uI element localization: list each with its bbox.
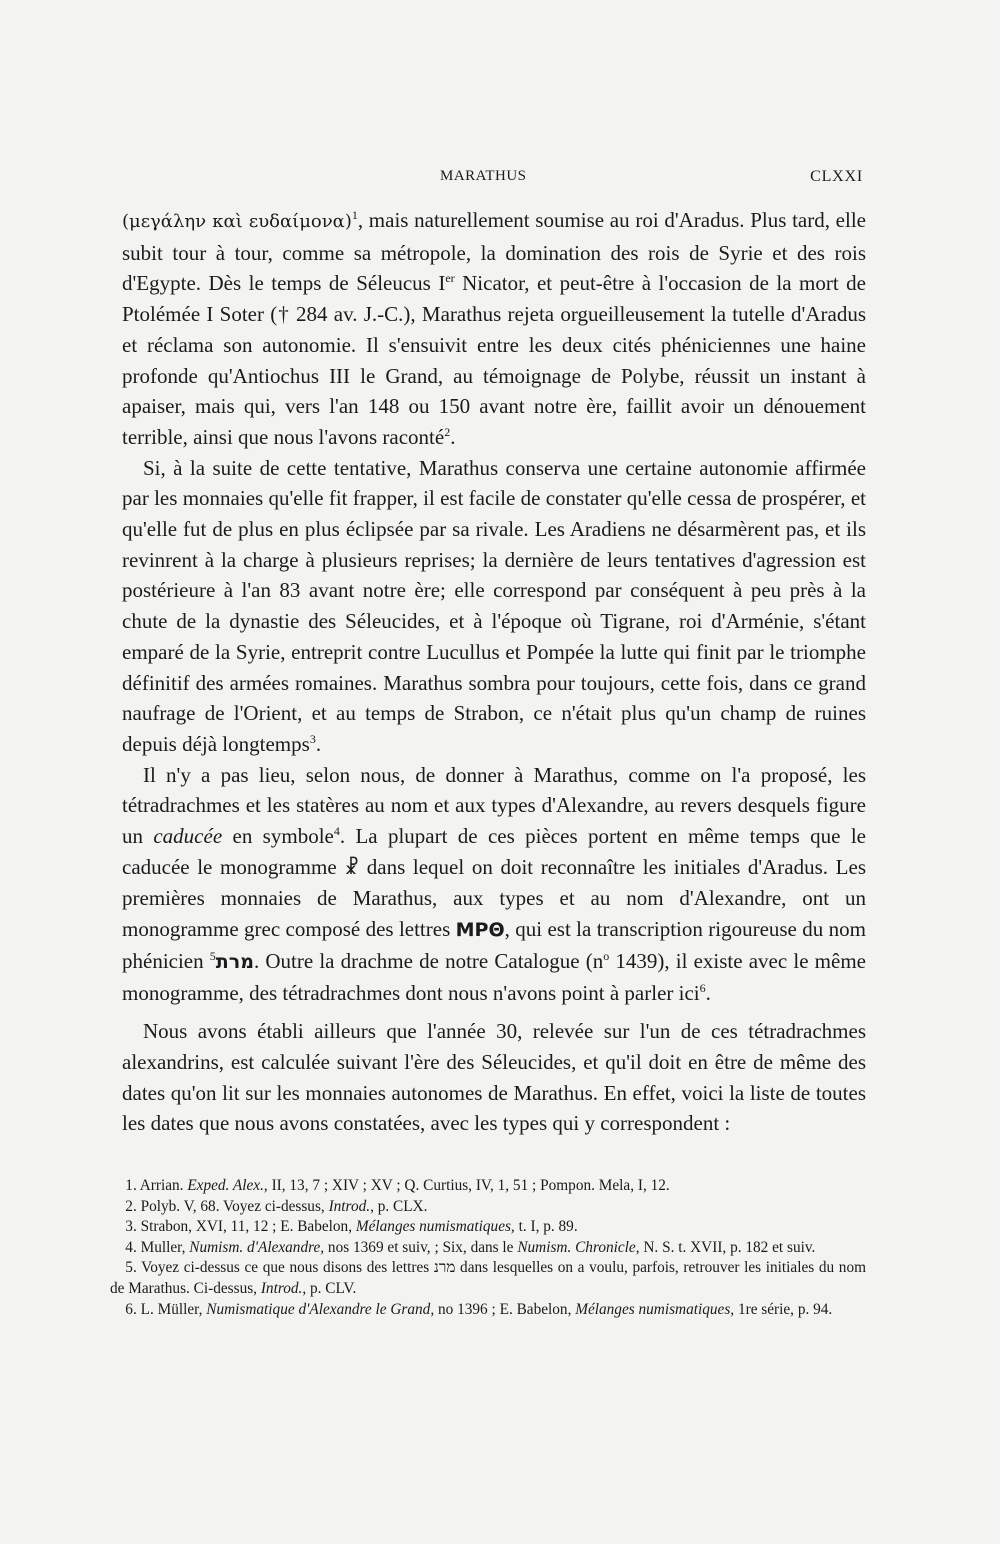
paragraph-1-text-a: , mais naturellement soumise au roi d'Aradus. Plus tard, elle subit tour à tour, comme sa métropole, la domination des rois de Syrie et des rois d'Egypte. Dès le temps de Séleucus I xyxy=(122,208,866,296)
paragraph-2-end: . xyxy=(315,731,322,756)
footnote-ref-3: 3 xyxy=(309,731,316,746)
footnote-3-text-a: 3. Strabon, XVI, 11, 12 ; E. Babelon, xyxy=(125,1218,356,1236)
footnote-5-text-b: dans lesquelles on a voulu, parfois, retrouver les initiales du nom de Marathus. Ci-dessus, xyxy=(110,1259,866,1297)
footnote-2-text-b: , p. CLX. xyxy=(370,1197,428,1215)
main-text xyxy=(122,205,866,1139)
caducee-term: caducée xyxy=(153,824,223,849)
footnote-4-title-2: Numism. Chronicle xyxy=(517,1238,636,1256)
footnote-5-text-a: 5. Voyez ci-dessus ce que nous disons des lettres xyxy=(125,1259,434,1277)
paragraph-2 xyxy=(122,453,866,760)
footnote-6-text-c: 1re série, p. 94. xyxy=(734,1300,833,1318)
paragraph-2-text: Si, à la suite de cette tentative, Marathus conserva une certaine autonomie affirmée par les monnaies qu'elle fit frapper, il est facile de constater qu'elle cessa de prospérer, et qu'elle fut de plus en plus éclipsée par sa rivale. Les Aradiens ne désarmèrent pas, et ils revinrent à la charge à plusieurs reprises; la dernière de leurs tentatives d'agression est postérieure à l'an 83 avant notre ère; elle correspond par conséquent à peu près à la chute de la dynastie des Séleucides, et à l'époque où Tigrane, roi d'Arménie, s'étant emparé de la Syrie, entreprit contre Lucullus et Pompée la lutte qui finit par le triomphe définitif des armées romaines. Marathus sombra pour toujours, cette fois, dans ce grand naufrage de l'Orient, et au temps de Strabon, ce n'était plus qu'un champ de ruines depuis déjà longtemps xyxy=(122,455,866,756)
paragraph-3-text-e: , qui est la transcription rigoureuse du nom phénicien xyxy=(122,917,866,973)
paragraph-3-text-g: 1439), il existe avec le même monogramme, des tétradrachmes dont nous n'avons point à parler ici xyxy=(122,948,866,1005)
footnote-6-text-a: 6. L. Müller, xyxy=(125,1300,207,1318)
footnote-5-title: Introd. xyxy=(260,1279,303,1297)
page-number: CLXXI xyxy=(810,168,863,185)
footnote-6-title-2: Mélanges numismatiques, xyxy=(575,1300,735,1318)
footnote-4-text-b: nos 1369 et suiv, ; Six, dans le xyxy=(324,1238,518,1256)
footnote-1-text-b: , II, 13, 7 ; XIV ; XV ; Q. Curtius, IV, 1, 51 ; Pompon. Mela, I, 12. xyxy=(263,1177,670,1194)
footnote-2 xyxy=(110,1197,866,1218)
paragraph-3-end: . xyxy=(705,980,711,1005)
footnote-1 xyxy=(110,1176,866,1197)
footnote-5-hebrew: מרנ xyxy=(433,1259,456,1277)
paragraph-3 xyxy=(122,760,866,1009)
paragraph-4-text: Nous avons établi ailleurs que l'année 30, relevée sur l'un de ces tétradrachmes alexandrins, est calculée suivant l'ère des Séleucides, et qu'il doit en être de même des dates qu'on lit sur les monnaies autonomes de Marathus. En effet, voici la liste de toutes les dates que nous avons constatées, avec les types qui y correspondent : xyxy=(122,1019,866,1136)
footnote-ref-2: 2 xyxy=(444,424,451,439)
paragraph-1-end: . xyxy=(450,424,456,449)
paragraph-3-text-d: dans lequel on doit reconnaître les initiales d'Aradus. Les premières monnaies de Marathus, aux types et au nom d'Alexandre, ont un monogramme grec composé des lettres xyxy=(122,854,866,942)
paragraph-3-text-a: Il n'y a pas lieu, selon nous, de donner à Marathus, comme on l'a proposé, les tétradrachmes et les statères au nom et aux types d'Alexandre, au revers desquels figure un xyxy=(122,762,866,849)
running-title: MARATHUS xyxy=(440,168,527,184)
paragraph-3-text-f: . Outre la drachme de notre Catalogue (n xyxy=(253,948,604,973)
superscript-o: o xyxy=(603,948,610,963)
superscript-er: er xyxy=(445,271,455,286)
footnote-6-text-b: no 1396 ; E. Babelon, xyxy=(434,1300,576,1318)
footnote-ref-5: 5 xyxy=(209,948,216,963)
footnote-4-text-a: 4. Muller, xyxy=(125,1238,190,1256)
paragraph-4 xyxy=(122,1016,866,1139)
footnotes xyxy=(110,1176,866,1320)
monogram-glyph: ☧ xyxy=(344,856,360,879)
page-header xyxy=(0,168,1000,192)
footnote-ref-1: 1 xyxy=(351,208,358,222)
footnote-3 xyxy=(110,1217,866,1238)
footnote-6 xyxy=(110,1300,866,1321)
paragraph-3-text-b: en symbole xyxy=(222,824,334,849)
footnote-2-text-a: 2. Polyb. V, 68. Voyez ci-dessus, xyxy=(125,1197,329,1215)
footnote-3-title: Mélanges numismatiques, xyxy=(355,1218,515,1236)
footnote-2-title: Introd. xyxy=(328,1197,371,1215)
footnote-5-text-c: , p. CLV. xyxy=(302,1279,357,1297)
footnote-ref-6: 6 xyxy=(699,980,706,995)
greek-phrase: (μεγάλην καὶ ευδαίμονα) xyxy=(122,211,352,232)
paragraph-1 xyxy=(122,205,866,453)
footnote-4 xyxy=(110,1238,866,1259)
footnote-3-text-b: t. I, p. 89. xyxy=(514,1218,578,1236)
footnote-1-title: Exped. Alex. xyxy=(187,1177,264,1194)
phoenician-name: מרת xyxy=(215,950,254,973)
footnote-1-text-a: 1. Arrian. xyxy=(125,1177,188,1194)
footnote-ref-4: 4 xyxy=(333,824,340,839)
greek-letters-mrth: ΜΡΘ xyxy=(455,919,505,942)
footnote-4-title: Numism. d'Alexandre, xyxy=(189,1238,325,1256)
footnote-5 xyxy=(110,1258,866,1299)
paragraph-1-text-b: Nicator, et peut-être à l'occasion de la mort de Ptolémée I Soter († 284 av. J.-C.), Marathus rejeta orgueilleusement la tutelle d'Aradus et réclama son autonomie. Il s'ensuivit entre les deux cités phéniciennes une haine profonde qu'Antiochus III le Grand, au témoignage de Polybe, réussit un instant à apaiser, mais qui, vers l'an 148 ou 150 avant notre ère, faillit avoir un dénouement terrible, ainsi que nous l'avons raconté xyxy=(122,271,866,449)
footnote-6-title: Numismatique d'Alexandre le Grand, xyxy=(206,1300,435,1318)
paragraph-3-text-c: . La plupart de ces pièces portent en même temps que le caducée le monogramme xyxy=(122,824,867,879)
footnote-4-text-c: , N. S. t. XVII, p. 182 et suiv. xyxy=(635,1238,816,1256)
